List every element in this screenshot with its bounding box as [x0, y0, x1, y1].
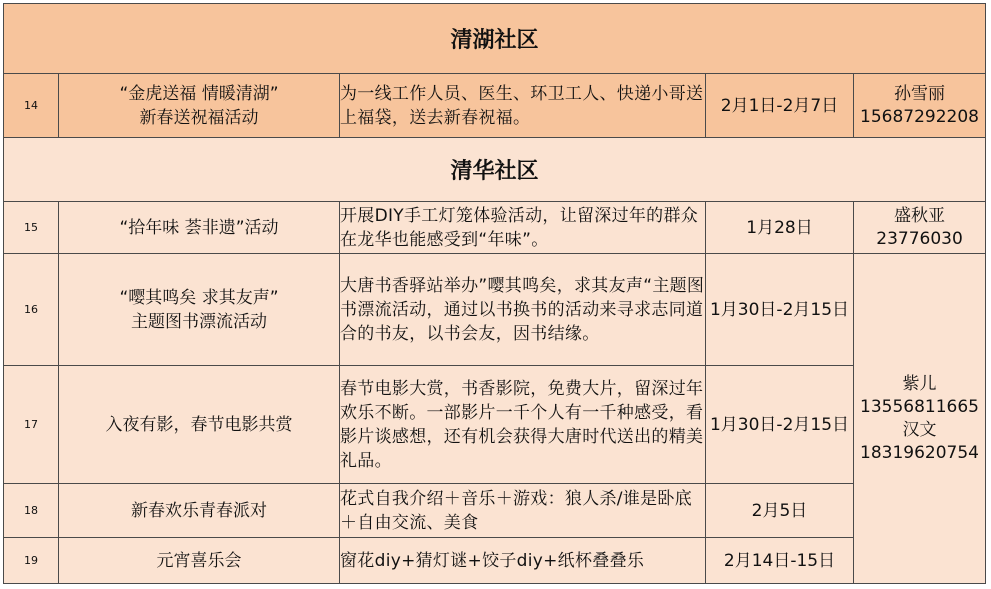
row-number: 17: [4, 366, 59, 484]
activity-name: [59, 484, 340, 538]
section-title: 清湖社区: [4, 4, 986, 74]
section-header-row: [4, 138, 986, 202]
row-number: 19: [4, 538, 59, 584]
activity-description: 窗花diy+猜灯谜+饺子diy+纸杯叠叠乐: [340, 538, 706, 584]
activity-date: 1月28日: [706, 202, 854, 254]
table-row: [4, 538, 986, 584]
activity-name-line: 新春欢乐青春派对: [131, 500, 267, 521]
contact-phone: 13556811665: [860, 396, 979, 417]
section-header-row: [4, 4, 986, 74]
activity-description: 春节电影大赏，书香影院，免费大片，留深过年欢乐不断。一部影片一千个人有一千种感受，看影片谈感想，还有机会获得大唐时代送出的精美礼品。: [340, 366, 706, 484]
activity-name: [59, 538, 340, 584]
table-row: [4, 484, 986, 538]
activity-name-line: “拾年味 荟非遗”活动: [119, 217, 279, 238]
contact-name: 汉文: [902, 419, 937, 440]
row-number: 18: [4, 484, 59, 538]
table-row: [4, 74, 986, 138]
activity-name: [59, 202, 340, 254]
activity-name: [59, 254, 340, 366]
contact-phone: 18319620754: [860, 442, 979, 463]
activity-description: 花式自我介绍＋音乐＋游戏：狼人杀/谁是卧底＋自由交流、美食: [340, 484, 706, 538]
activity-name-line: “金虎送福 情暖清湖”: [119, 83, 279, 104]
activity-name-line: 入夜有影，春节电影共赏: [105, 414, 293, 435]
activity-name-line: 元宵喜乐会: [156, 550, 242, 571]
activity-description: 大唐书香驿站举办”嘤其鸣矣，求其友声“主题图书漂流活动，通过以书换书的活动来寻求志同道合的书友，以书会友，因书结缘。: [340, 254, 706, 366]
table-row: [4, 202, 986, 254]
activity-description: 开展DIY手工灯笼体验活动，让留深过年的群众在龙华也能感受到“年味”。: [340, 202, 706, 254]
shared-contact: [854, 254, 986, 584]
activity-name: [59, 366, 340, 484]
activity-name-line: “嘤其鸣矣 求其友声”: [119, 287, 279, 308]
contact-name: 紫儿: [902, 373, 937, 394]
row-number: 16: [4, 254, 59, 366]
activity-date: 1月30日-2月15日: [706, 254, 854, 366]
section-title: 清华社区: [4, 138, 986, 202]
activity-date: 2月14日-15日: [706, 538, 854, 584]
activity-description: 为一线工作人员、医生、环卫工人、快递小哥送上福袋，送去新春祝福。: [340, 74, 706, 138]
activity-schedule-table: [3, 3, 986, 584]
table-row: [4, 254, 986, 366]
activity-name: [59, 74, 340, 138]
activity-name-line: 新春送祝福活动: [139, 107, 259, 128]
contact: [854, 202, 986, 254]
row-number: 14: [4, 74, 59, 138]
contact-phone: 15687292208: [860, 106, 979, 127]
activity-date: 2月1日-2月7日: [706, 74, 854, 138]
row-number: 15: [4, 202, 59, 254]
contact: [854, 74, 986, 138]
contact-name: 盛秋亚: [894, 205, 946, 226]
activity-date: 2月5日: [706, 484, 854, 538]
contact-name: 孙雪丽: [894, 83, 946, 104]
contact-phone: 23776030: [876, 228, 963, 249]
table-row: [4, 366, 986, 484]
activity-date: 1月30日-2月15日: [706, 366, 854, 484]
activity-name-line: 主题图书漂流活动: [131, 311, 267, 332]
